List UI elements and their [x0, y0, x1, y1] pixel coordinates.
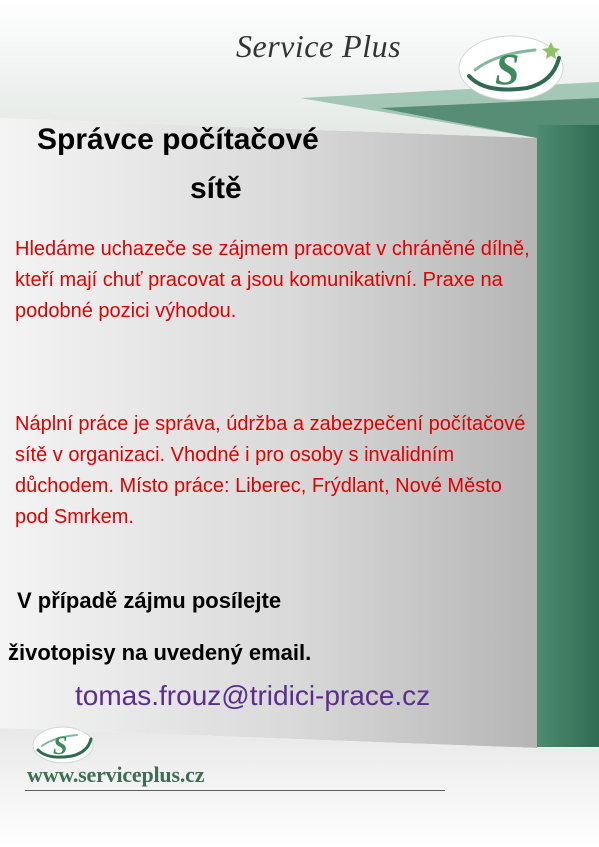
- job-description-paragraph: Hledáme uchazeče se zájmem pracovat v chráněné dílně, kteří mají chuť pracovat a jsou komunikativní. Praxe na podobné pozici výhodou.: [15, 238, 530, 322]
- call-to-action-line-2: životopisy na uvedený email.: [8, 640, 312, 665]
- contact-email-link[interactable]: tomas.frouz@tridici-prace.cz: [75, 680, 431, 711]
- footer-divider: [25, 790, 445, 791]
- green-side-column: [537, 125, 599, 747]
- job-title-line-1: Správce počítačové: [37, 123, 319, 156]
- service-plus-logo-icon: [455, 30, 567, 106]
- job-duties-paragraph: Náplní práce je správa, údržba a zabezpečení počítačové sítě v organizaci. Vhodné i pro osoby s invalidním důchodem. Místo práce: Liberec, Frýdlant, Nové Město pod Smrkem.: [15, 413, 526, 528]
- svg-text:S: S: [53, 731, 68, 760]
- svg-text:S: S: [495, 45, 520, 94]
- website-link[interactable]: www.serviceplus.cz: [27, 762, 205, 787]
- brand-title: Service Plus: [236, 28, 402, 64]
- service-plus-logo-icon: [30, 724, 96, 766]
- job-title-line-2: sítě: [190, 172, 242, 205]
- call-to-action-line-1: V případě zájmu posílejte: [17, 588, 282, 613]
